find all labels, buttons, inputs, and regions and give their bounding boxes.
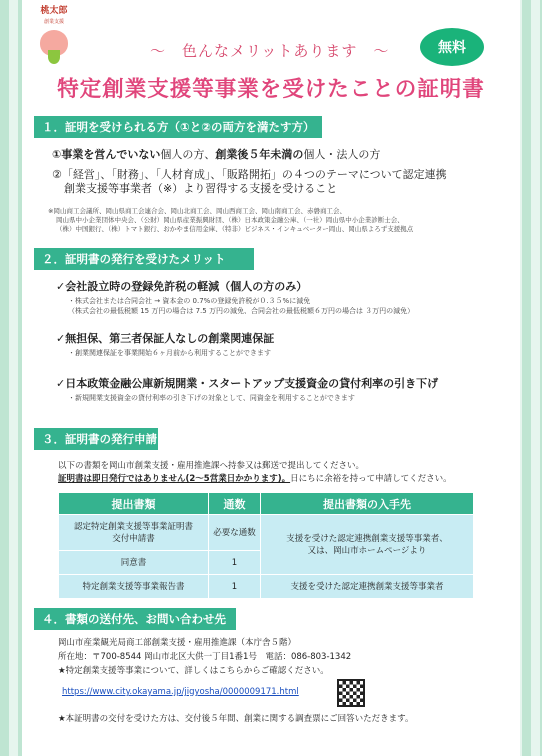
header-documents: 提出書類: [59, 493, 209, 515]
tagline: ～ 色んなメリットあります ～: [150, 42, 390, 60]
survey-note: ★本証明書の交付を受けた方は、交付後５年間、創業に関する調査票にご回答いただきます。: [58, 714, 414, 724]
source-cell: 支援を受けた認定連携創業支援等事業者: [261, 575, 474, 599]
section-2-heading: ２．証明書の発行を受けたメリット: [34, 248, 254, 270]
count-cell: 必要な通数: [209, 515, 261, 551]
note-line-2: 岡山県中小企業団体中央会、（公財）岡山県産業振興財団、（株）日本政策金融公庫、（一社）岡山県中小企業診断士会、: [56, 216, 404, 224]
issue-notice-rest: 日にちに余裕を持って申請してください。: [290, 474, 452, 484]
table-row: [59, 575, 474, 599]
issue-notice-bold: 証明書は即日発行ではありません(2～5営業日かかります)。: [58, 474, 291, 484]
condition-2-line-2: 創業支援等事業者（※）より習得する支援を受けること: [64, 182, 338, 195]
count-cell: 1: [209, 551, 261, 575]
merit-2-detail: ・創業関連保証を事業開始６ヶ月前から利用することができます: [68, 349, 271, 357]
table-header: [59, 493, 474, 515]
leaf-icon: [48, 50, 60, 64]
note-line-3: （株）中国銀行、（株）トマト銀行、おかやま信用金庫、（特非）ビジネス・インキュベーター岡山、岡山県よろず支援拠点: [56, 225, 414, 233]
office-name: 岡山市産業観光局商工部創業支援・雇用推進課（本庁舎５階）: [58, 638, 297, 648]
count-cell: 1: [209, 575, 261, 599]
free-badge: 無料: [420, 28, 484, 66]
condition-1-d: 個人・法人の方: [303, 148, 381, 161]
condition-1-c: 創業後５年未満の: [215, 148, 304, 161]
source-line-1: 支援を受けた認定連携創業支援等事業者、: [286, 533, 448, 544]
section-3-heading: ３．証明書の発行申請: [34, 428, 158, 450]
submission-instruction: 以下の書類を岡山市創業支援・雇用推進課へ持参又は郵送で提出してください。: [58, 461, 365, 471]
note-line-1: ※岡山商工会議所、岡山県商工会連合会、岡山北商工会、岡山西商工会、岡山南商工会、赤磐商工会、: [48, 207, 346, 215]
condition-1-b: 個人の方、: [160, 148, 216, 161]
documents-table: [58, 492, 474, 599]
section-4-heading: ４．書類の送付先、お問い合わせ先: [34, 608, 236, 630]
doc-cell: 特定創業支援等事業報告書: [59, 575, 209, 599]
office-address: 所在地：〒700-8544 岡山市北区大供一丁目1番1号 電話：086-803-1342: [58, 652, 352, 662]
table-row: [59, 515, 474, 551]
issue-notice: [58, 472, 452, 484]
doc-line-1: 認定特定創業支援等事業証明書: [73, 521, 193, 532]
source-cell: [261, 515, 474, 575]
page-title: 特定創業支援等事業を受けたことの証明書: [57, 77, 485, 102]
header-source: 提出書類の入手先: [261, 493, 474, 515]
details-note: ★特定創業支援等事業について、詳しくはこちらからご確認ください。: [58, 666, 329, 676]
merit-1-detail-2: （株式会社の最低税額 15 万円の場合は 7.5 万円の減免、合同会社の最低税額６万円の場合は ３万円の減免）: [68, 307, 415, 315]
merit-1: ✓会社設立時の登録免許税の軽減（個人の方のみ）: [56, 280, 308, 293]
doc-line-2: 交付申請書: [112, 533, 155, 544]
condition-2-line-1: ②「経営」、「財務」、「人材育成」、「販路開拓」の４つのテーマについて認定連携: [52, 168, 447, 181]
section-1-heading: １．証明を受けられる方（①と②の両方を満たす方）: [34, 116, 322, 138]
header-count: 通数: [209, 493, 261, 515]
doc-cell: 同意書: [59, 551, 209, 575]
info-link[interactable]: https://www.city.okayama.jp/jigyosha/0000009171.html: [62, 687, 299, 697]
logo-title: 桃太郎: [40, 6, 68, 16]
qr-code-icon: [337, 679, 365, 707]
logo-subtitle: 創業支援: [43, 19, 64, 25]
merit-1-detail-1: ・株式会社または合同会社 → 資本金の 0.7%の登録免許税が０.３５%に減免: [68, 297, 311, 305]
doc-cell: [59, 515, 209, 551]
condition-1-a: ①事業を営んでいない: [52, 148, 161, 161]
source-line-2: 又は、岡山市ホームページより: [307, 545, 427, 556]
merit-3-detail: ・新規開業支援資金の貸付利率の引き下げの対象として、同資金を利用することができます: [68, 394, 355, 402]
merit-3: ✓日本政策金融公庫新規開業・スタートアップ支援資金の貸付利率の引き下げ: [56, 377, 439, 390]
condition-1: [52, 146, 380, 162]
momotaro-logo: [34, 4, 74, 66]
merit-2: ✓無担保、第三者保証人なしの創業関連保証: [56, 332, 275, 345]
